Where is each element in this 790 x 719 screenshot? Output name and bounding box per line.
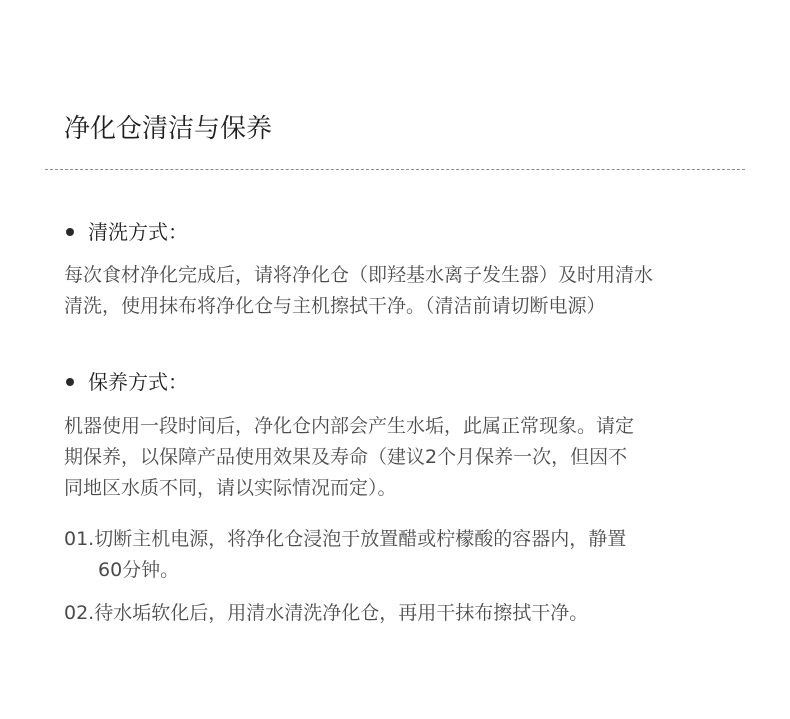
paragraph-line: 清洗，使用抹布将净化仓与主机擦拭干净。（清洁前请切断电源） bbox=[64, 295, 606, 317]
bullet-icon bbox=[66, 378, 74, 386]
maintenance-paragraph bbox=[64, 411, 732, 504]
bullet-icon bbox=[66, 228, 74, 236]
maintenance-step-2 bbox=[64, 598, 732, 629]
paragraph-line: 同地区水质不同，请以实际情况而定）。 bbox=[64, 477, 397, 499]
paragraph-line: 期保养，以保障产品使用效果及寿命（建议2个月保养一次，但因不 bbox=[64, 446, 628, 468]
step-line: 60分钟。 bbox=[98, 559, 180, 581]
maintenance-step-1 bbox=[64, 524, 732, 586]
dashed-divider bbox=[45, 169, 745, 170]
step-line: 01.切断主机电源，将净化仓浸泡于放置醋或柠檬酸的容器内，静置 bbox=[64, 528, 627, 550]
cleaning-heading bbox=[64, 217, 188, 247]
page-title: 净化仓清洁与保养 bbox=[64, 114, 273, 144]
paragraph-line: 每次食材净化完成后，请将净化仓（即羟基水离子发生器）及时用清水 bbox=[64, 264, 654, 286]
cleaning-heading-text: 清洗方式： bbox=[88, 220, 188, 244]
step-line: 02.待水垢软化后，用清水清洗净化仓，再用干抹布擦拭干净。 bbox=[64, 602, 589, 624]
paragraph-line: 机器使用一段时间后，净化仓内部会产生水垢，此属正常现象。请定 bbox=[64, 415, 635, 437]
maintenance-heading-text: 保养方式： bbox=[88, 370, 188, 394]
cleaning-paragraph bbox=[64, 260, 732, 322]
maintenance-heading bbox=[64, 367, 188, 397]
